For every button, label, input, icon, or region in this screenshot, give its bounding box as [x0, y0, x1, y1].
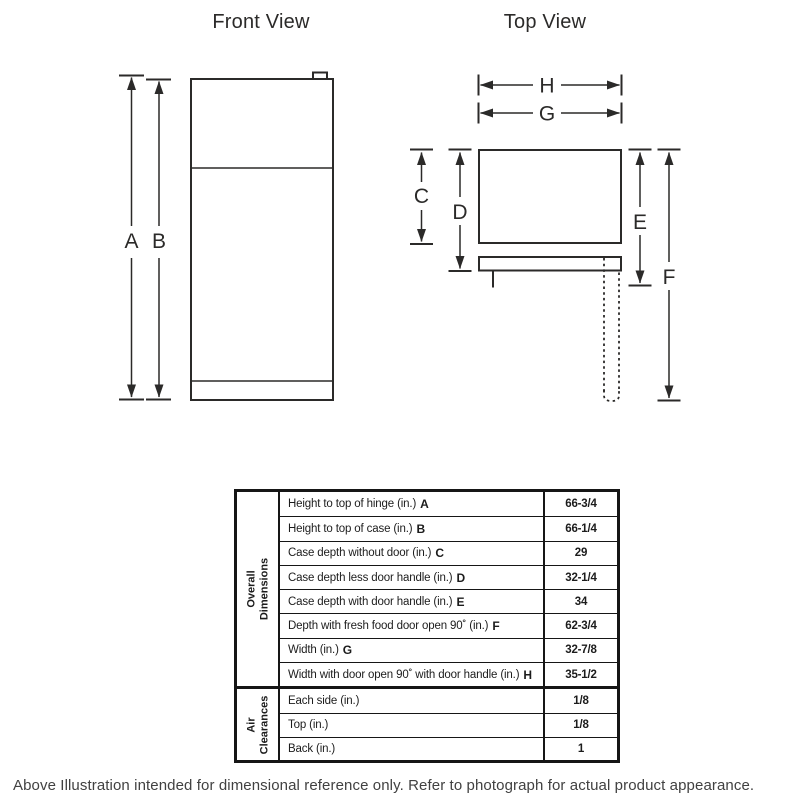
row-label-text: Case depth with door handle (in.): [288, 595, 453, 608]
row-dim-letter: D: [456, 570, 465, 585]
table-row: [280, 589, 617, 613]
row-label-text: Width with door open 90˚ with door handle (in.): [288, 668, 520, 681]
row-value: 32-7/8: [543, 639, 617, 662]
top-view-drawing: [410, 75, 681, 402]
row-dim-letter: H: [523, 667, 532, 682]
row-label-text: Case depth less door handle (in.): [288, 571, 453, 584]
header-line: Dimensions: [257, 558, 270, 621]
row-value: 29: [543, 542, 617, 565]
row-value: 1/8: [543, 689, 617, 713]
dimension-g: [479, 103, 622, 126]
footer-disclaimer: Above Illustration intended for dimensional reference only. Refer to photograph for actual product appearance.: [13, 777, 755, 794]
top-view-title: Top View: [503, 11, 587, 33]
air-clearances-header-text: [245, 695, 270, 754]
row-value: 66-3/4: [543, 492, 617, 516]
door-top-outline: [479, 257, 621, 271]
row-label-text: Top (in.): [288, 719, 329, 732]
row-value: 1/8: [543, 714, 617, 737]
dim-g-label: G: [538, 102, 556, 126]
row-dim-letter: F: [492, 619, 500, 634]
row-label: [280, 614, 543, 637]
dim-d-label: D: [452, 201, 468, 224]
row-label: [280, 492, 543, 516]
header-line: Air: [244, 717, 257, 733]
row-dim-letter: C: [435, 546, 444, 561]
row-label: [280, 738, 543, 761]
row-label: [280, 714, 543, 737]
dim-b-label: B: [151, 230, 167, 253]
door-open-dashed-bottom: [604, 390, 619, 401]
table-row: [280, 662, 617, 686]
dimension-f: [658, 150, 681, 401]
row-label: [280, 590, 543, 613]
overall-dimensions-header-text: [245, 558, 270, 620]
air-clearances-section: [237, 686, 617, 760]
table-row: [280, 516, 617, 540]
dimension-h: [479, 75, 622, 98]
row-dim-letter: E: [456, 594, 465, 609]
dim-e-label: E: [632, 211, 648, 234]
table-row: [280, 541, 617, 565]
table-row: [280, 638, 617, 662]
row-label-text: Height to top of case (in.): [288, 522, 413, 535]
row-label-text: Each side (in.): [288, 695, 360, 708]
table-row: [280, 713, 617, 737]
row-value: 1: [543, 738, 617, 761]
row-dim-letter: A: [420, 497, 429, 512]
dimension-a: [119, 76, 144, 400]
row-value: 35-1/2: [543, 663, 617, 686]
refrigerator-outline: [191, 79, 333, 400]
row-value: 34: [543, 590, 617, 613]
dim-a-label: A: [124, 230, 139, 253]
row-label: [280, 639, 543, 662]
row-value: 32-1/4: [543, 566, 617, 589]
table-row: [280, 737, 617, 761]
case-top-outline: [479, 150, 621, 243]
air-clearances-rows: [280, 689, 617, 760]
row-label-text: Width (in.): [288, 644, 339, 657]
dimension-c: [410, 150, 433, 245]
row-label: [280, 566, 543, 589]
dim-c-label: C: [413, 185, 430, 208]
dimension-d: [449, 150, 472, 272]
row-value: 66-1/4: [543, 517, 617, 540]
dimension-e: [629, 150, 652, 286]
front-view-drawing: [119, 73, 333, 401]
dim-h-label: H: [539, 74, 555, 98]
table-row: [280, 492, 617, 516]
row-dim-letter: G: [342, 643, 352, 658]
row-label: [280, 689, 543, 713]
overall-dimensions-section: [237, 492, 617, 686]
air-clearances-header: [237, 689, 280, 760]
table-row: [280, 613, 617, 637]
table-row: [280, 689, 617, 713]
row-label-text: Depth with fresh food door open 90˚ (in.): [288, 620, 489, 633]
table-row: [280, 565, 617, 589]
row-label: [280, 542, 543, 565]
row-value: 62-3/4: [543, 614, 617, 637]
row-label-text: Back (in.): [288, 742, 336, 755]
row-label-text: Height to top of hinge (in.): [288, 498, 417, 511]
dim-f-label: F: [662, 266, 676, 289]
row-label: [280, 517, 543, 540]
front-view-title: Front View: [212, 11, 310, 33]
overall-dimensions-header: [237, 492, 280, 686]
door-open-dashed-outline: [604, 258, 619, 401]
row-label: [280, 663, 543, 686]
header-line: Clearances: [257, 695, 270, 755]
row-dim-letter: B: [416, 521, 425, 536]
dimensions-table: [234, 489, 620, 763]
dimension-b: [146, 80, 171, 400]
row-label-text: Case depth without door (in.): [288, 547, 432, 560]
header-line: Overall: [244, 570, 257, 608]
overall-dimensions-rows: [280, 492, 617, 686]
